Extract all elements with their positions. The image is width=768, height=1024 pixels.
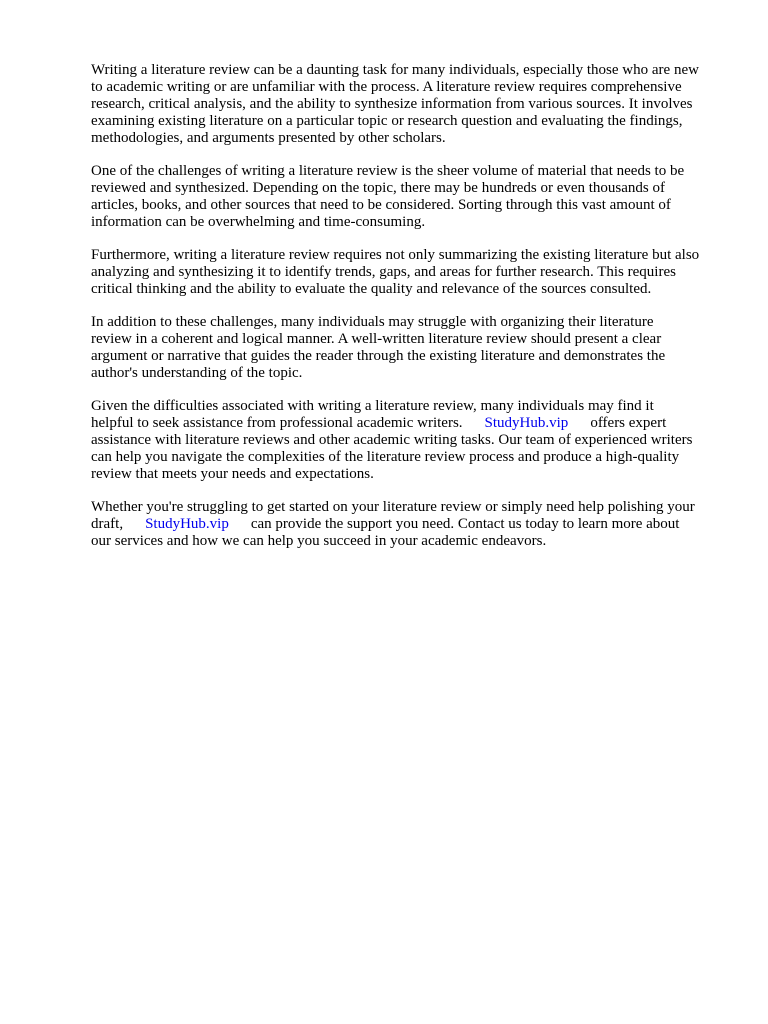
text-line: author's understanding of the topic.	[91, 365, 303, 381]
text-line: Whether you're struggling to get started on your literature review or simply need help polishing your	[91, 499, 695, 515]
text-line: information can be overwhelming and time-consuming.	[91, 214, 426, 230]
studyhub-link[interactable]: StudyHub.vip	[484, 415, 569, 431]
paragraph-intro	[91, 62, 731, 147]
text-line: to academic writing or are unfamiliar with the process. A literature review requires comprehensive	[91, 79, 682, 95]
text-line: Writing a literature review can be a daunting task for many individuals, especially those who are new	[91, 62, 699, 78]
paragraph-organizing	[91, 314, 731, 382]
text-line: methodologies, and arguments presented by other scholars.	[91, 130, 446, 146]
text-line: examining existing literature on a particular topic or research question and evaluating the findings,	[91, 113, 683, 129]
text-line: critical thinking and the ability to evaluate the quality and relevance of the sources consulted.	[91, 281, 652, 297]
text-line: reviewed and synthesized. Depending on the topic, there may be hundreds or even thousands of	[91, 180, 665, 196]
text-line: assistance with literature reviews and other academic writing tasks. Our team of experienced writers	[91, 432, 693, 448]
text-line: review that meets your needs and expectations.	[91, 466, 374, 482]
text-line-with-link	[91, 415, 731, 432]
text-line: argument or narrative that guides the reader through the existing literature and demonstrates the	[91, 348, 666, 364]
paragraph-closing	[91, 499, 731, 550]
paragraph-challenges	[91, 163, 731, 231]
text-line: In addition to these challenges, many individuals may struggle with organizing their literature	[91, 314, 654, 330]
studyhub-link[interactable]: StudyHub.vip	[145, 516, 229, 532]
text-line: review in a coherent and logical manner. A well-written literature review should present a clear	[91, 331, 662, 347]
text-segment: helpful to seek assistance from professional academic writers.	[91, 415, 463, 431]
text-line: can help you navigate the complexities of the literature review process and produce a high-quality	[91, 449, 680, 465]
text-segment: can provide the support you need. Contact us today to learn more about	[250, 516, 680, 532]
text-line-with-link	[91, 516, 731, 533]
text-line: analyzing and synthesizing it to identify trends, gaps, and areas for further research. This requires	[91, 264, 676, 280]
text-segment: draft,	[91, 516, 124, 532]
text-line: Given the difficulties associated with writing a literature review, many individuals may find it	[91, 398, 654, 414]
text-line: our services and how we can help you succeed in your academic endeavors.	[91, 533, 547, 549]
text-line: articles, books, and other sources that need to be considered. Sorting through this vast amount of	[91, 197, 671, 213]
paragraph-furthermore	[91, 247, 731, 298]
text-line: One of the challenges of writing a literature review is the sheer volume of material that needs to be	[91, 163, 685, 179]
document-page	[91, 62, 731, 566]
text-segment: offers expert	[590, 415, 667, 431]
paragraph-assistance	[91, 398, 731, 483]
text-line: research, critical analysis, and the ability to synthesize information from various sources. It involves	[91, 96, 693, 112]
text-line: Furthermore, writing a literature review requires not only summarizing the existing literature but also	[91, 247, 700, 263]
